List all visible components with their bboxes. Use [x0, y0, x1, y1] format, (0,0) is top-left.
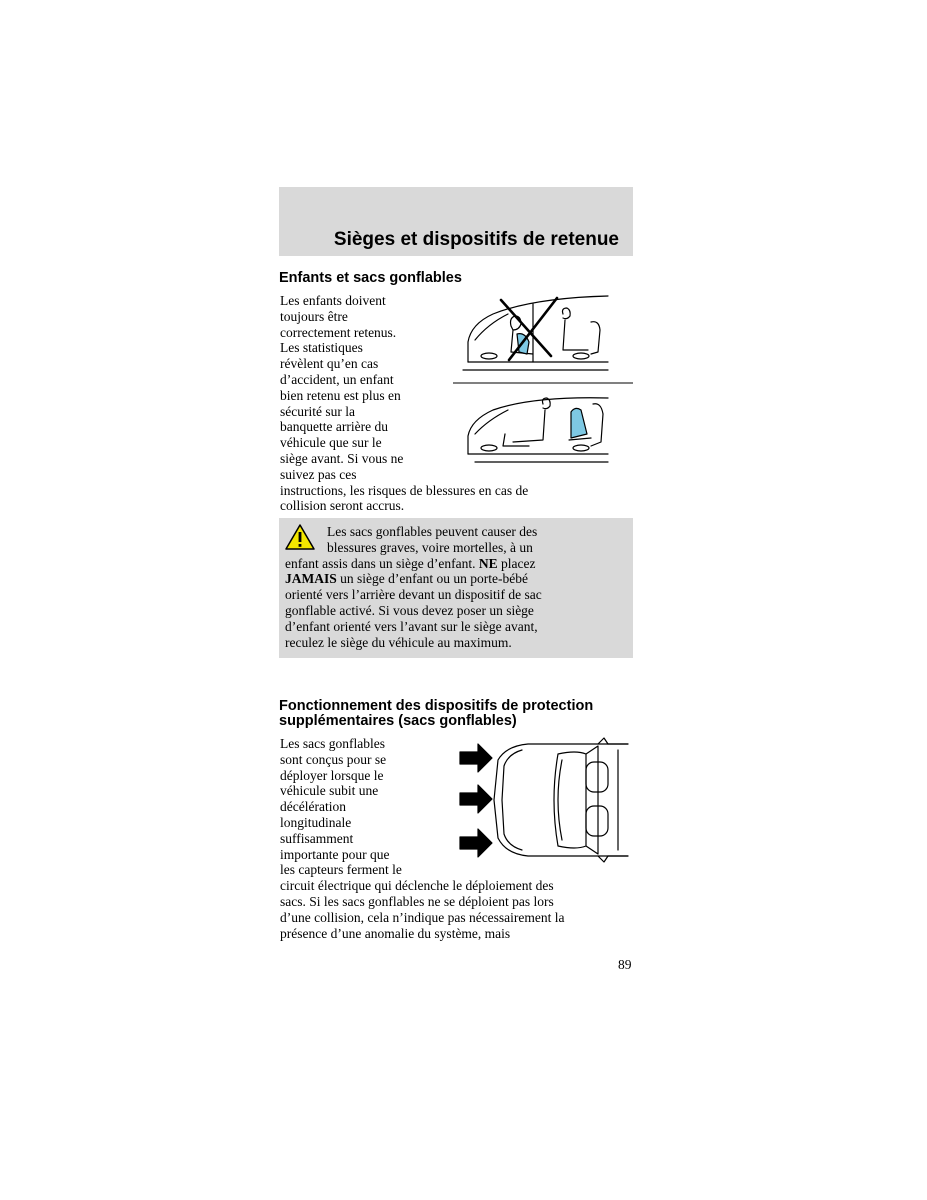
section-title: Sièges et dispositifs de retenue — [333, 229, 619, 250]
warning-line: reculez le siège du véhicule au maximum. — [285, 634, 512, 650]
warning-line — [285, 556, 542, 572]
text-line: Les statistiques — [280, 340, 363, 356]
text-line: suffisamment — [280, 830, 354, 846]
text-line: banquette arrière du — [280, 419, 388, 435]
warning-line: Les sacs gonflables peuvent causer des — [327, 524, 538, 539]
text-line: Les enfants doivent — [280, 293, 386, 308]
warning-fragment: un siège d’enfant ou un porte-bébé — [336, 571, 528, 587]
text-line: circuit électrique qui déclenche le déploiement des — [280, 878, 554, 894]
text-line: bien retenu est plus en — [280, 387, 401, 403]
impact-arrow-icon — [460, 829, 492, 857]
car-front-seat-crossed-figure — [463, 296, 608, 370]
text-line: instructions, les risques de blessures en cas de — [280, 482, 529, 498]
text-line: d’accident, un enfant — [280, 371, 394, 387]
impact-arrow-icon — [460, 744, 492, 772]
warning-line — [285, 571, 542, 587]
text-line: véhicule que sur le — [280, 435, 382, 451]
text-line: sacs. Si les sacs gonflables ne se déploient pas lors — [280, 893, 554, 909]
text-line: d’une collision, cela n’indique pas nécessairement la — [280, 909, 565, 925]
text-line: sécurité sur la — [280, 403, 355, 419]
impact-arrow-icon — [460, 785, 492, 813]
text-line: suivez pas ces — [280, 466, 357, 482]
page-number: 89 — [618, 957, 632, 972]
text-line: déployer lorsque le — [280, 767, 384, 783]
text-line: révèlent qu’en cas — [280, 356, 379, 372]
warning-text — [285, 524, 542, 650]
text-line: décélération — [280, 799, 346, 815]
warning-fragment: enfant assis dans un siège d’enfant. — [285, 555, 479, 571]
text-line: véhicule subit une — [280, 783, 379, 799]
heading-line: Fonctionnement des dispositifs de protection — [279, 698, 594, 714]
warning-box — [279, 518, 633, 658]
warning-emphasis: NE — [478, 555, 498, 571]
text-line: les capteurs ferment le — [280, 862, 402, 878]
warning-emphasis: JAMAIS — [285, 571, 337, 587]
text-line: sont conçus pour se — [280, 751, 387, 767]
text-line: présence d’une anomalie du système, mais — [280, 925, 511, 941]
frontal-impact-illustration — [458, 736, 630, 864]
warning-line: gonflable activé. Si vous devez poser un siège — [285, 602, 534, 618]
text-line: correctement retenus. — [280, 324, 397, 340]
warning-line: d’enfant orienté vers l’avant sur le siège avant, — [285, 618, 538, 634]
warning-line: blessures graves, voire mortelles, à un — [327, 539, 533, 555]
car-top-view-figure — [494, 738, 628, 862]
heading-children-airbags: Enfants et sacs gonflables — [279, 270, 462, 286]
heading-airbag-operation — [279, 699, 593, 729]
text-line: Les sacs gonflables — [280, 736, 385, 751]
warning-line: orienté vers l’arrière devant un dispositif de sac — [285, 587, 542, 603]
text-line: longitudinale — [280, 814, 352, 830]
warning-fragment: placez — [497, 555, 536, 571]
text-line: collision seront accrus. — [280, 498, 405, 514]
car-rear-seat-figure — [468, 398, 608, 462]
section-header-band — [279, 187, 633, 256]
text-line: toujours être — [280, 308, 348, 324]
child-seat-placement-illustration — [453, 292, 633, 478]
text-line: siège avant. Si vous ne — [280, 450, 404, 466]
heading-line: supplémentaires (sacs gonflables) — [279, 713, 517, 729]
text-line: importante pour que — [280, 846, 390, 862]
